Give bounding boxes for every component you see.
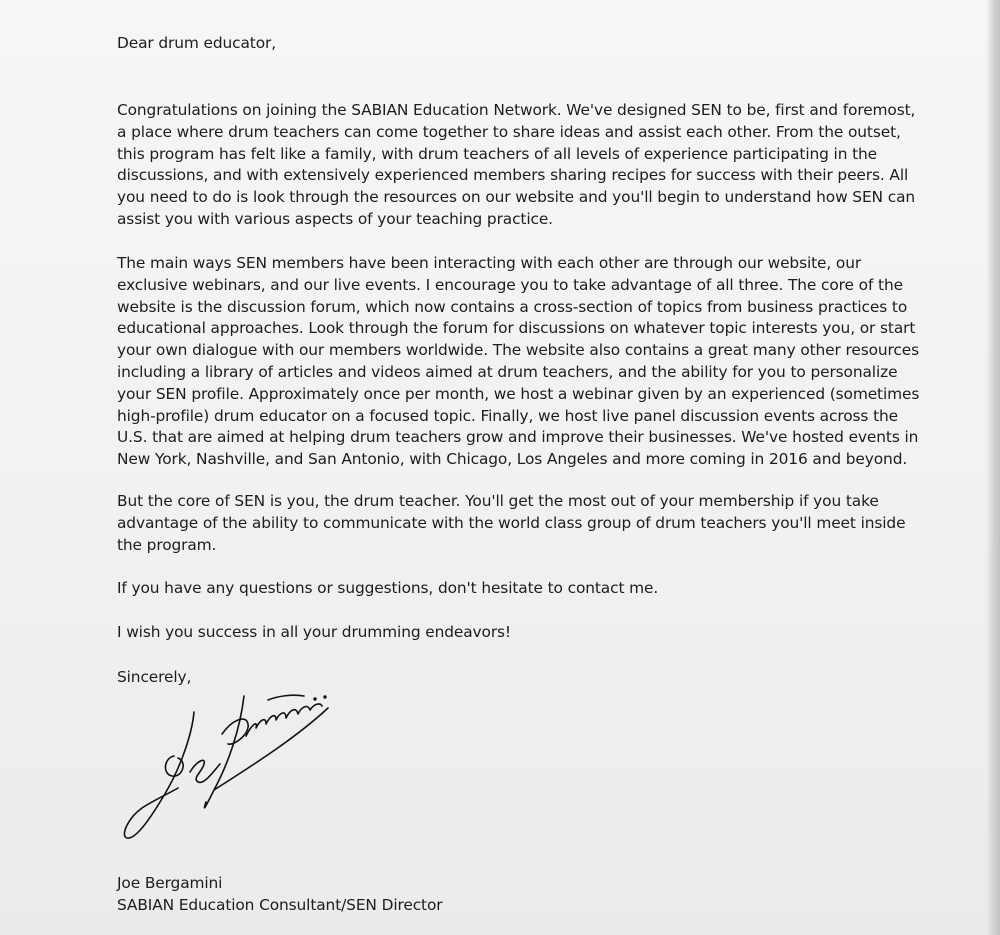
paragraph-line: exclusive webinars, and our live events. I encourage you to take advantage of all three. The core of the [117, 275, 903, 294]
paragraph-line: If you have any questions or suggestions, don't hesitate to contact me. [117, 579, 659, 597]
paragraph-line: high-profile) drum educator on a focused topic. Finally, we host live panel discussion events across the [117, 406, 898, 425]
handwritten-signature [118, 690, 343, 850]
paragraph-2 [117, 253, 919, 471]
paragraph-line: including a library of articles and videos aimed at drum teachers, and the ability for you to personalize [117, 362, 898, 381]
paragraph-line: U.S. that are aimed at helping drum teachers grow and improve their businesses. We've hosted events in [117, 428, 919, 447]
paragraph-line: advantage of the ability to communicate with the world class group of drum teachers you'll meet inside [117, 513, 906, 532]
paragraph-line: the program. [117, 535, 217, 554]
signer-name: Joe Bergamini [117, 874, 223, 892]
paragraph-line: But the core of SEN is you, the drum teacher. You'll get the most out of your membership if you take [117, 492, 879, 510]
paragraph-line: The main ways SEN members have been interacting with each other are through our website, our [117, 254, 862, 272]
paragraph-line: website is the discussion forum, which now contains a cross-section of topics from business practices to [117, 297, 908, 316]
paragraph-4 [117, 578, 658, 600]
paragraph-line: you need to do is look through the resources on our website and you'll begin to understand how SEN can [117, 188, 916, 207]
paragraph-3 [117, 491, 905, 556]
signer-title: SABIAN Education Consultant/SEN Director [117, 896, 443, 914]
paragraph-line: educational approaches. Look through the forum for discussions on whatever topic interests you, or start [117, 319, 916, 338]
paragraph-line: discussions, and with extensively experienced members sharing recipes for success with their peers. All [117, 166, 909, 185]
paragraph-line: assist you with various aspects of your teaching practice. [117, 209, 553, 228]
paragraph-line: Congratulations on joining the SABIAN Education Network. We've designed SEN to be, first and foremost, [117, 101, 916, 119]
letter-closing: Sincerely, [117, 668, 192, 686]
paragraph-line: New York, Nashville, and San Antonio, with Chicago, Los Angeles and more coming in 2016 and beyond. [117, 450, 908, 469]
paragraph-line: this program has felt like a family, with drum teachers of all levels of experience participating in the [117, 144, 878, 163]
letter-greeting: Dear drum educator, [117, 34, 276, 52]
paragraph-line: I wish you success in all your drumming endeavors! [117, 623, 511, 641]
paragraph-line: your own dialogue with our members worldwide. The website also contains a great many other resources [117, 341, 920, 360]
paragraph-1 [117, 100, 915, 231]
paragraph-5 [117, 622, 511, 644]
paragraph-line: your SEN profile. Approximately once per month, we host a webinar given by an experienced (sometimes [117, 384, 920, 403]
paragraph-line: a place where drum teachers can come together to share ideas and assist each other. From the outset, [117, 122, 901, 141]
page-edge-shadow [986, 0, 1000, 935]
